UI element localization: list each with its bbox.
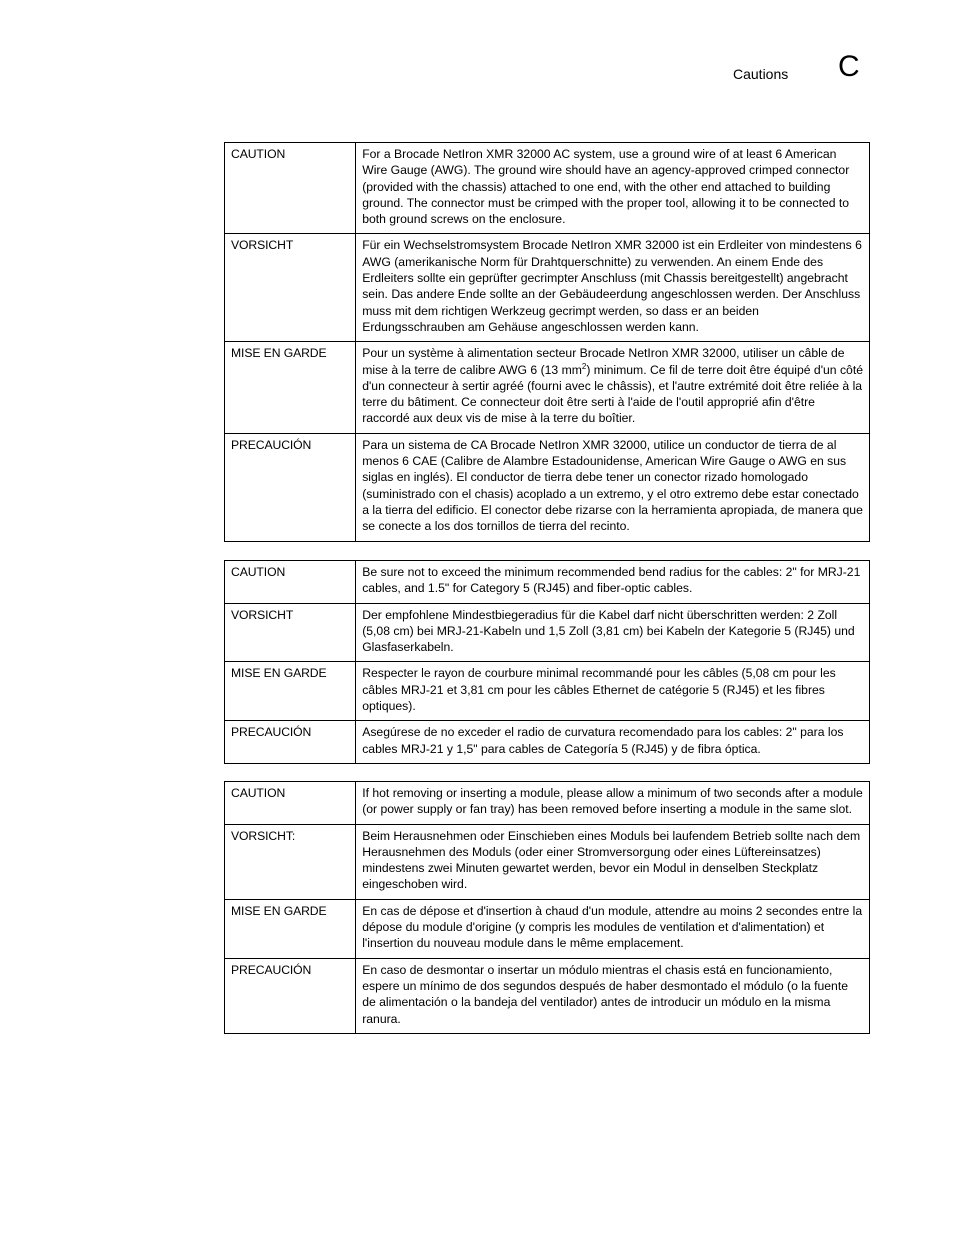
caution-text: Beim Herausnehmen oder Einschieben eines Moduls bei laufendem Betrieb sollte nach dem Herausnehmen des Moduls (oder einer Stromversorgung oder eines Lüftereinsatzes) mindestens zwei Minuten gewartet werden, bevor ein Modul in denselben Steckplatz eingeschoben wird. <box>356 824 870 899</box>
table-row <box>225 662 870 721</box>
caution-table-hot-swap <box>224 781 870 1034</box>
caution-text: Der empfohlene Mindestbiegeradius für die Kabel darf nicht überschritten werden: 2 Zoll (5,08 cm) bei MRJ-21-Kabeln und 1,5 Zoll (3,81 cm) bei Kabeln der Kategorie 5 (RJ45) und Glasfaserkabeln. <box>356 603 870 662</box>
table-row <box>225 342 870 433</box>
caution-label: MISE EN GARDE <box>225 342 356 433</box>
caution-table-bend-radius <box>224 560 870 764</box>
superscript: 2 <box>581 361 587 371</box>
caution-label: VORSICHT <box>225 234 356 342</box>
caution-text-part: Pour un système à alimentation secteur Brocade NetIron XMR 32000, utiliser un câble de mise à la terre de calibre AWG 6 (13 mm <box>362 346 845 377</box>
caution-text: En cas de dépose et d'insertion à chaud d'un module, attendre au moins 2 secondes entre la dépose du module d'origine (y compris les modules de ventilation et d'alimentation) et l'insertion du nouveau module dans le même emplacement. <box>356 899 870 958</box>
caution-text: If hot removing or inserting a module, please allow a minimum of two seconds after a module (or power supply or fan tray) has been removed before inserting a module in the same slot. <box>356 782 870 825</box>
caution-label: VORSICHT <box>225 603 356 662</box>
caution-text: For a Brocade NetIron XMR 32000 AC system, use a ground wire of at least 6 American Wire Gauge (AWG). The ground wire should have an agency-approved crimped connector (provided with the chassis) attached to one end, with the other end attached to building ground. The connector must be crimped with the proper tool, allowing it to be connected to both ground screws on the enclosure. <box>356 143 870 234</box>
table-row <box>225 782 870 825</box>
caution-label: PRECAUCIÓN <box>225 958 356 1033</box>
caution-text: Be sure not to exceed the minimum recommended bend radius for the cables: 2" for MRJ-21 cables, and 1.5" for Category 5 (RJ45) and fiber-optic cables. <box>356 561 870 604</box>
caution-label: CAUTION <box>225 561 356 604</box>
caution-text <box>356 342 870 433</box>
caution-text: Asegúrese de no exceder el radio de curvatura recomendado para los cables: 2" para los cables MRJ-21 y 1,5" para cables de Categoría 5 (RJ45) y de fibra óptica. <box>356 721 870 764</box>
table-row <box>225 143 870 234</box>
caution-table-ground-wire <box>224 142 870 542</box>
table-row <box>225 721 870 764</box>
table-row <box>225 899 870 958</box>
caution-text: Respecter le rayon de courbure minimal recommandé pour les câbles (5,08 cm pour les câbles MRJ-21 et 3,81 cm pour les câbles Ethernet de catégorie 5 (RJ45) et les fibres optiques). <box>356 662 870 721</box>
table-row <box>225 958 870 1033</box>
caution-label: PRECAUCIÓN <box>225 433 356 541</box>
caution-text: Für ein Wechselstromsystem Brocade NetIron XMR 32000 ist ein Erdleiter von mindestens 6 AWG (amerikanische Norm für Drahtquerschnitte) zu verwenden. An einem Ende des Erdleiters sollte ein geprüfter gecrimpter Anschluss (mit Chassis bereitgestellt) angebracht sein. Das andere Ende sollte an der Gebäudeerdung angeschlossen werden. Der Anschluss muss mit dem richtigen Werkzeug gecrimpt werden, so dass er an beiden Erdungsschrauben am Gehäuse angeschlossen werden kann. <box>356 234 870 342</box>
table-row <box>225 561 870 604</box>
section-title: Cautions <box>733 66 789 82</box>
caution-label: CAUTION <box>225 143 356 234</box>
table-row <box>225 234 870 342</box>
caution-label: CAUTION <box>225 782 356 825</box>
appendix-letter: C <box>838 50 860 83</box>
caution-text: Para un sistema de CA Brocade NetIron XMR 32000, utilice un conductor de tierra de al menos 6 CAE (Calibre de Alambre Estadounidense, American Wire Gauge o AWG en sus siglas en inglés). El conductor de tierra debe tener un conector rizado homologado (suministrado con el chasis) acoplado a un extremo, y el otro extremo debe estar conectado a la tierra del edificio. El conector debe rizarse con la herramienta apropiada, de manera que se conecte a los dos tornillos de tierra del recinto. <box>356 433 870 541</box>
table-row <box>225 433 870 541</box>
table-row <box>225 824 870 899</box>
caution-text-part: ) minimum. Ce fil de terre doit être équipé d'un côté d'un connecteur à sertir agréé (fourni avec le châssis), et l'autre extrémité doit être reliée à la terre du bâtiment. Ce connecteur doit être serti à l'aide de l'outil approprié afin d'être raccordé aux deux vis de mise à la terre du boîtier. <box>362 362 864 426</box>
caution-label: MISE EN GARDE <box>225 662 356 721</box>
caution-label: VORSICHT: <box>225 824 356 899</box>
caution-label: PRECAUCIÓN <box>225 721 356 764</box>
table-row <box>225 603 870 662</box>
caution-label: MISE EN GARDE <box>225 899 356 958</box>
caution-text: En caso de desmontar o insertar un módulo mientras el chasis está en funcionamiento, espere un mínimo de dos segundos después de haber desmontado el módulo (o la fuente de alimentación o la bandeja del ventilador) antes de introducir un módulo en la misma ranura. <box>356 958 870 1033</box>
